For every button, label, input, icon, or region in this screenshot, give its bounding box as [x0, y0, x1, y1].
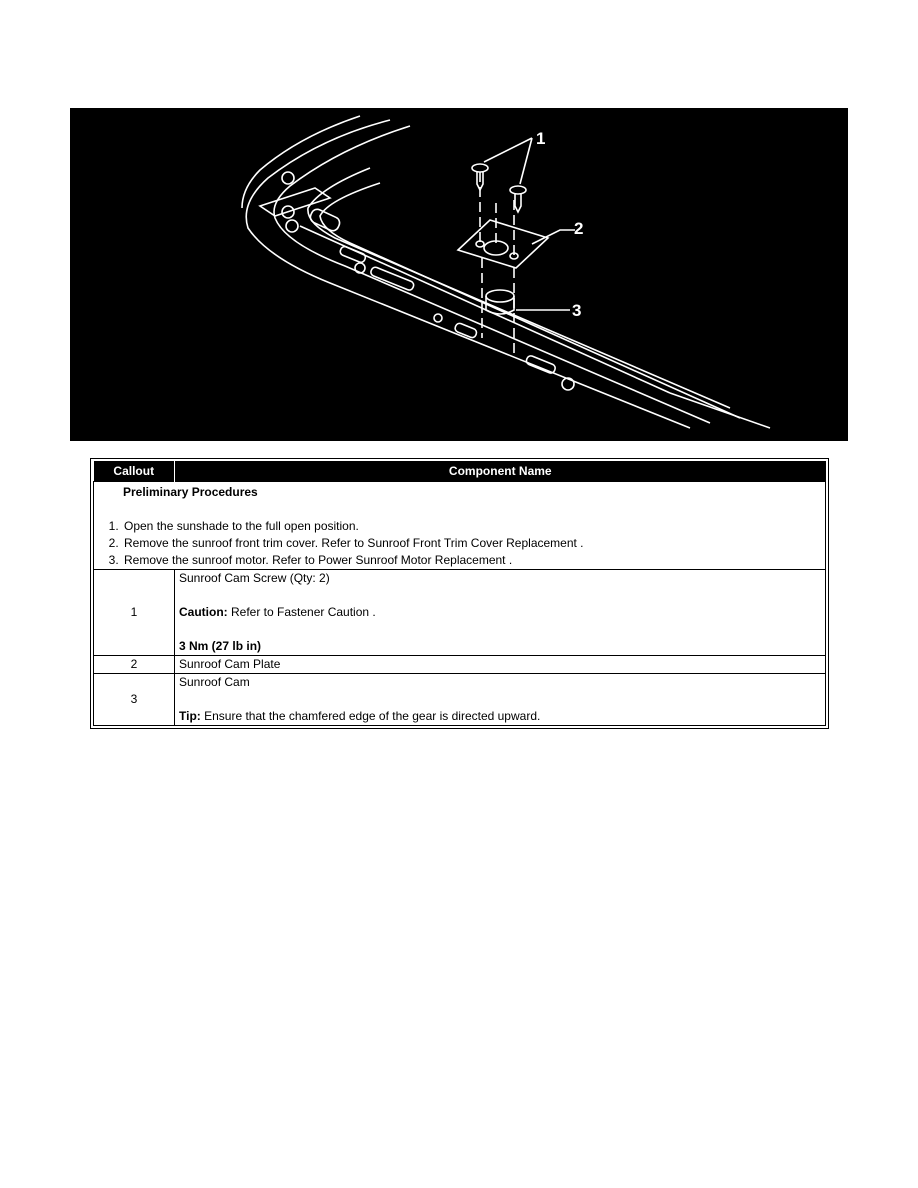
frame-hole: [282, 172, 294, 184]
preliminary-title: Preliminary Procedures: [123, 485, 258, 499]
torque-spec: [179, 638, 821, 655]
component-cell: [175, 570, 826, 656]
callout-header: Callout: [94, 461, 175, 482]
table-row: [94, 656, 826, 674]
component-name: Sunroof Cam Plate: [175, 656, 826, 674]
caution-label: Caution:: [179, 605, 228, 619]
preliminary-step: 1. Open the sunshade to the full open position.: [122, 518, 825, 535]
tip-label: Tip:: [179, 709, 201, 723]
cam-plate-shape: [458, 220, 548, 268]
table-row: [94, 570, 826, 656]
callout-label: 3: [572, 301, 582, 320]
callout-cell: 3: [94, 674, 175, 726]
preliminary-step: 3. Remove the sunroof motor. Refer to Power Sunroof Motor Replacement .: [122, 552, 825, 569]
frame-rail-1: [308, 168, 730, 408]
callout-label: 1: [536, 129, 546, 148]
callout-cell: 2: [94, 656, 175, 674]
tip-note: [179, 708, 821, 725]
screw-head: [472, 164, 488, 172]
leader-line-2: [532, 230, 575, 244]
component-cell: [175, 674, 826, 726]
table-row: [94, 674, 826, 726]
preliminary-cell: [94, 482, 826, 570]
frame-rail-end: [670, 393, 770, 428]
frame-hole: [434, 314, 442, 322]
screw-head: [510, 186, 526, 194]
table-header-row: [94, 461, 826, 482]
rail-slot: [454, 322, 478, 339]
cam-top: [486, 290, 514, 302]
frame-hole: [355, 263, 365, 273]
component-name: Sunroof Cam Screw (Qty: 2): [179, 571, 330, 585]
frame-outer-edge: [246, 120, 690, 428]
callout-label: 2: [574, 219, 584, 238]
preliminary-step: 2. Remove the sunroof front trim cover. Refer to Sunroof Front Trim Cover Replacement .: [122, 535, 825, 552]
corner-bracket: [260, 188, 330, 216]
illustration-svg: [70, 108, 848, 441]
component-table: [90, 458, 829, 729]
preliminary-steps: [100, 518, 825, 569]
frame-rail-2: [320, 183, 740, 418]
frame-hole: [286, 220, 298, 232]
frame-inner-edge: [274, 126, 710, 423]
sunroof-cam-illustration: [70, 108, 848, 441]
cam-plate-hole: [484, 241, 508, 255]
frame-hole: [562, 378, 574, 390]
torque-value: 3 Nm (27 lb in): [179, 639, 262, 653]
tip-text: Ensure that the chamfered edge of the gear is directed upward.: [200, 709, 541, 723]
component-name: Sunroof Cam: [179, 675, 250, 689]
rail-slot: [525, 355, 556, 375]
component-name-header: Component Name: [175, 461, 826, 482]
frame-top-edge: [242, 116, 360, 208]
caution-text: Refer to Fastener Caution .: [227, 605, 376, 619]
leader-line-1: [484, 138, 532, 184]
screw-shank: [515, 193, 521, 212]
caution-note: [179, 604, 821, 621]
preliminary-row: [94, 482, 826, 570]
rail-slot: [308, 207, 341, 232]
callout-cell: 1: [94, 570, 175, 656]
